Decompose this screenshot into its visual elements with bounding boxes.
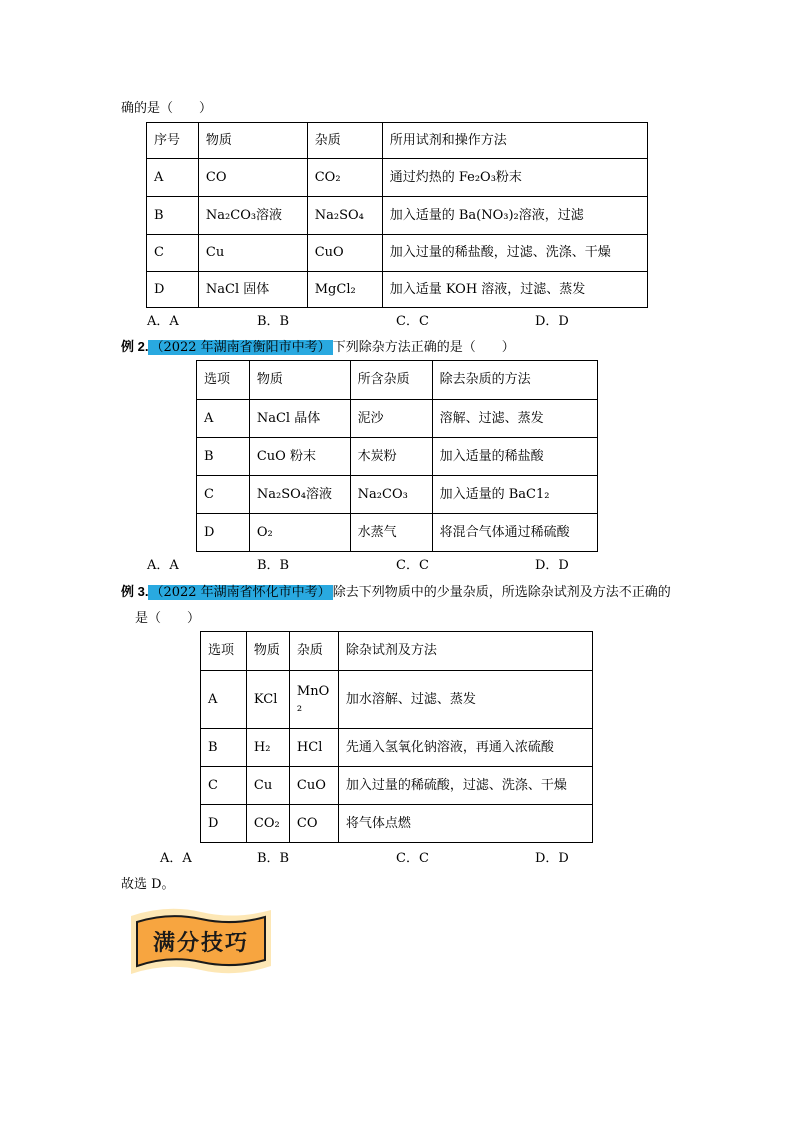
- table-cell: 物质: [198, 123, 307, 159]
- option-c: C．C: [396, 314, 429, 329]
- table-cell: CuO 粉末: [249, 438, 350, 476]
- table-cell: Na₂SO₄溶液: [249, 476, 350, 514]
- table-cell: B: [197, 438, 250, 476]
- answer-text: 故选 D。: [121, 877, 175, 892]
- table-row: [197, 514, 598, 552]
- table-cell: 木炭粉: [350, 438, 432, 476]
- table-row: [201, 632, 593, 671]
- q1-lead: 确的是（ ）: [121, 101, 213, 116]
- table-cell: CuO: [307, 235, 382, 272]
- table-cell: 除杂试剂及方法: [338, 632, 592, 671]
- table-cell: CO: [289, 805, 338, 843]
- q3-question: [121, 581, 671, 600]
- table-cell: 将气体点燃: [338, 805, 592, 843]
- table-cell: H₂: [246, 729, 289, 767]
- table-row: [197, 476, 598, 514]
- table-cell: 选项: [197, 361, 250, 400]
- q3-question-cont: 是（ ）: [135, 611, 201, 626]
- table-cell: 加入适量的 BaC1₂: [432, 476, 597, 514]
- table-cell: 将混合气体通过稀硫酸: [432, 514, 597, 552]
- option-d: D．D: [535, 558, 569, 573]
- table-cell: 选项: [201, 632, 247, 671]
- table-cell: 物质: [246, 632, 289, 671]
- table-cell: 杂质: [307, 123, 382, 159]
- table-cell: Cu: [198, 235, 307, 272]
- table-cell: 加入适量 KOH 溶液，过滤、蒸发: [382, 272, 647, 308]
- option-b: B．B: [257, 851, 290, 866]
- source-highlight: （2022 年湖南省衡阳市中考）: [150, 340, 331, 355]
- table-cell: 加入适量的 Ba(NO₃)₂溶液，过滤: [382, 197, 647, 235]
- table-row: [201, 767, 593, 805]
- table-cell: B: [201, 729, 247, 767]
- q3-table: [200, 631, 593, 843]
- table-row: [197, 400, 598, 438]
- table-cell: 物质: [249, 361, 350, 400]
- table-cell: 溶解、过滤、蒸发: [432, 400, 597, 438]
- table-cell: 加入过量的稀硫酸，过滤、洗涤、干燥: [338, 767, 592, 805]
- table-cell: O₂: [249, 514, 350, 552]
- table-cell: 先通入氢氧化钠溶液，再通入浓硫酸: [338, 729, 592, 767]
- option-a: A．A: [147, 558, 179, 573]
- table-cell: A: [147, 159, 199, 197]
- source-highlight: （2022 年湖南省怀化市中考）: [150, 585, 331, 600]
- table-row: [147, 159, 648, 197]
- table-row: [201, 729, 593, 767]
- table-cell: MnO₂: [289, 671, 338, 729]
- table-cell: 杂质: [289, 632, 338, 671]
- table-cell: HCl: [289, 729, 338, 767]
- table-cell: A: [197, 400, 250, 438]
- option-d: D．D: [535, 314, 569, 329]
- table-cell: 加入适量的稀盐酸: [432, 438, 597, 476]
- table-row: [197, 438, 598, 476]
- option-a: A．A: [160, 851, 192, 866]
- q2-table: [196, 360, 598, 552]
- table-row: [201, 671, 593, 729]
- example-label: 例 2.: [121, 339, 149, 354]
- table-cell: B: [147, 197, 199, 235]
- table-cell: 通过灼热的 Fe₂O₃粉末: [382, 159, 647, 197]
- table-cell: CuO: [289, 767, 338, 805]
- option-a: A．A: [147, 314, 179, 329]
- table-cell: C: [147, 235, 199, 272]
- table-cell: Na₂CO₃溶液: [198, 197, 307, 235]
- table-row: [197, 361, 598, 400]
- table-cell: CO: [198, 159, 307, 197]
- table-cell: 加水溶解、过滤、蒸发: [338, 671, 592, 729]
- table-cell: Cu: [246, 767, 289, 805]
- table-cell: CO₂: [246, 805, 289, 843]
- question-text: 下列除杂方法正确的是（ ）: [332, 340, 515, 355]
- table-cell: CO₂: [307, 159, 382, 197]
- option-b: B．B: [257, 314, 290, 329]
- option-d: D．D: [535, 851, 569, 866]
- table-row: [147, 197, 648, 235]
- table-cell: A: [201, 671, 247, 729]
- table-cell: C: [201, 767, 247, 805]
- table-cell: 所用试剂和操作方法: [382, 123, 647, 159]
- option-b: B．B: [257, 558, 290, 573]
- table-cell: 水蒸气: [350, 514, 432, 552]
- table-cell: 序号: [147, 123, 199, 159]
- table-cell: D: [201, 805, 247, 843]
- table-cell: D: [197, 514, 250, 552]
- table-cell: MgCl₂: [307, 272, 382, 308]
- example-label: 例 3.: [121, 584, 149, 599]
- table-row: [201, 805, 593, 843]
- table-cell: 所含杂质: [350, 361, 432, 400]
- q1-table: [146, 122, 648, 308]
- table-cell: 泥沙: [350, 400, 432, 438]
- option-c: C．C: [396, 558, 429, 573]
- q2-question: [121, 336, 515, 355]
- table-row: [147, 235, 648, 272]
- banner-text: 满分技巧: [152, 931, 250, 956]
- table-cell: NaCl 晶体: [249, 400, 350, 438]
- question-text: 除去下列物质中的少量杂质，所选除杂试剂及方法不正确的: [332, 585, 671, 600]
- table-cell: 加入过量的稀盐酸，过滤、洗涤、干燥: [382, 235, 647, 272]
- table-cell: NaCl 固体: [198, 272, 307, 308]
- table-cell: C: [197, 476, 250, 514]
- table-cell: Na₂SO₄: [307, 197, 382, 235]
- table-cell: 除去杂质的方法: [432, 361, 597, 400]
- table-cell: KCl: [246, 671, 289, 729]
- table-row: [147, 272, 648, 308]
- table-row: [147, 123, 648, 159]
- table-cell: Na₂CO₃: [350, 476, 432, 514]
- option-c: C．C: [396, 851, 429, 866]
- scroll-banner: [127, 906, 275, 978]
- table-cell: D: [147, 272, 199, 308]
